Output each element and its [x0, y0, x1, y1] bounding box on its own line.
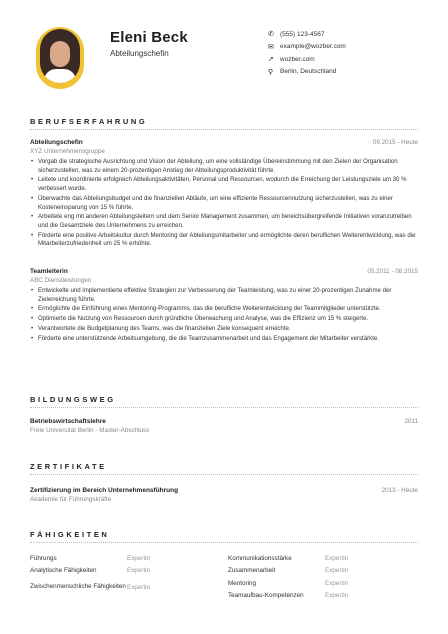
- job-date: 09.2015 - Heute: [372, 139, 418, 146]
- candidate-name: Eleni Beck: [110, 29, 188, 46]
- job-bullets: [30, 287, 420, 344]
- job-title: Teamleiterin: [30, 268, 68, 275]
- skill-row: [228, 565, 423, 578]
- job-company: XYZ Unternehmensgruppe: [30, 148, 105, 155]
- skill-level: Expertin: [127, 554, 151, 562]
- phone-icon: ✆: [268, 31, 274, 39]
- skill-level: Expertin: [325, 579, 349, 587]
- section-heading-experience: BERUFSERFAHRUNG: [30, 117, 148, 126]
- candidate-title: Abteilungschefin: [110, 49, 169, 58]
- section-divider: [30, 474, 418, 475]
- skill-name: Zusammenarbeit: [228, 567, 276, 574]
- education-title: Betriebswirtschaftslehre: [30, 418, 106, 425]
- section-divider: [30, 407, 418, 408]
- skill-name: Zwischenmenschliche Fähigkeiten: [30, 583, 126, 591]
- skill-name: Führungs: [30, 554, 57, 562]
- section-heading-skills: FÄHIGKEITEN: [30, 530, 110, 539]
- list-item: • Verantwortete die Budgetplanung des Teams, was die finanziellen Ziele konsequent erreichte.: [30, 325, 420, 334]
- list-item: • Förderte eine positive Arbeitskultur durch Mentoring der Abteilungsmitarbeiter und ermöglichte deren beruflichen Weiterentwicklung, was die Mitarbeiterzufriedenheit um 25 % erhöhte.: [30, 232, 420, 249]
- job-title: Abteilungschefin: [30, 139, 83, 146]
- certificate-title: Zertifizierung im Bereich Unternehmensführung: [30, 487, 179, 494]
- section-heading-education: BILDUNGSWEG: [30, 395, 116, 404]
- skill-name: Mentoring: [228, 579, 257, 587]
- avatar-shirt: [44, 69, 76, 83]
- job-date: 05.2011 - 08.2015: [367, 268, 418, 275]
- section-heading-certificates: ZERTIFIKATE: [30, 462, 107, 471]
- list-item: • Überwachte das Abteilungsbudget und die finanziellen Abläufe, um eine effiziente Ressourcennutzung sicherzustellen, was zu einer Kosteneinsparung von 15 % führte.: [30, 195, 420, 212]
- skills-column-left: [30, 552, 225, 597]
- skill-level: Expertin: [127, 583, 151, 591]
- skill-name: Teamaufbau-Kompetenzen: [228, 592, 304, 599]
- certificate-date: 2013 - Heute: [381, 487, 418, 494]
- education-institution: Freie Universität Berlin - Master-Abschluss: [30, 427, 150, 434]
- skill-row: [30, 577, 225, 597]
- location-icon: ⚲: [268, 68, 274, 76]
- skill-row: [228, 590, 423, 603]
- list-item: • Förderte eine unterstützende Arbeitsumgebung, die die Teamzusammenarbeit und das Engagement der Mitarbeiter verstärkte.: [30, 335, 420, 344]
- list-item: • Vorgab die strategische Ausrichtung und Vision der Abteilung, um eine vollständige Übereinstimmung mit den Zielen der Organisation sicherzustellen, was zu einem 20-prozentigen Anstieg der Abteilungsproduktivität führte.: [30, 158, 420, 175]
- contact-website[interactable]: [268, 53, 438, 66]
- contact-list: [268, 28, 438, 78]
- job-bullets: [30, 158, 420, 250]
- mail-icon: ✉: [268, 43, 274, 51]
- contact-location: [268, 66, 438, 79]
- resume-header: [0, 0, 448, 100]
- skill-row: [228, 552, 423, 565]
- list-item: • Ermöglichte die Einführung eines Mentoring-Programms, das die berufliche Weiterentwicklung der Teammitglieder unterstützte.: [30, 305, 420, 314]
- contact-website-text[interactable]: wozber.com: [280, 55, 315, 63]
- skill-row: [228, 577, 423, 590]
- contact-location-text: Berlin, Deutschland: [280, 68, 337, 76]
- section-divider: [30, 129, 418, 130]
- list-item: • Optimierte die Nutzung von Ressourcen durch gründliche Überwachung und Analyse, was die Effizienz um 15 % steigerte.: [30, 315, 420, 324]
- avatar-face: [50, 41, 70, 67]
- education-date: 2011: [404, 418, 418, 425]
- skill-name: Analytische Fähigkeiten: [30, 567, 97, 574]
- job-company: ABC Dienstleistungen: [30, 277, 92, 284]
- list-item: • Arbeitete eng mit anderen Abteilungsleitern und dem Senior Management zusammen, um bereichsübergreifende Initiativen voranzutreiben und die Gesamtziele des Unternehmens zu erreichen.: [30, 213, 420, 230]
- skill-level: Expertin: [127, 567, 151, 575]
- contact-phone-text: (555) 123-4567: [280, 30, 325, 38]
- avatar: [40, 29, 80, 83]
- certificate-issuer: Akademie für Führungskräfte: [30, 496, 112, 503]
- skill-name: Kommunikationsstärke: [228, 554, 292, 562]
- skill-level: Expertin: [325, 554, 349, 562]
- skills-column-right: [228, 552, 423, 602]
- contact-email[interactable]: [268, 41, 438, 54]
- contact-email-text[interactable]: example@wozber.com: [280, 43, 346, 51]
- list-item: • Entwickelte und implementierte effektive Strategien zur Verbesserung der Teamleistung, was zu einer 20-prozentigen Zunahme der Zielerreichung führte.: [30, 287, 420, 304]
- section-divider: [30, 542, 418, 543]
- list-item: • Leitete und koordinierte erfolgreich Abteilungsaktivitäten, Personal und Ressourcen, wodurch die Erreichung der Leistungsziele um 30 % verbessert wurde.: [30, 176, 420, 193]
- contact-phone: [268, 28, 438, 41]
- skill-level: Expertin: [325, 592, 349, 600]
- skill-level: Expertin: [325, 567, 349, 575]
- skill-row: [30, 565, 225, 578]
- link-icon: ➚: [268, 56, 274, 64]
- profile-photo: [36, 27, 84, 89]
- skill-row: [30, 552, 225, 565]
